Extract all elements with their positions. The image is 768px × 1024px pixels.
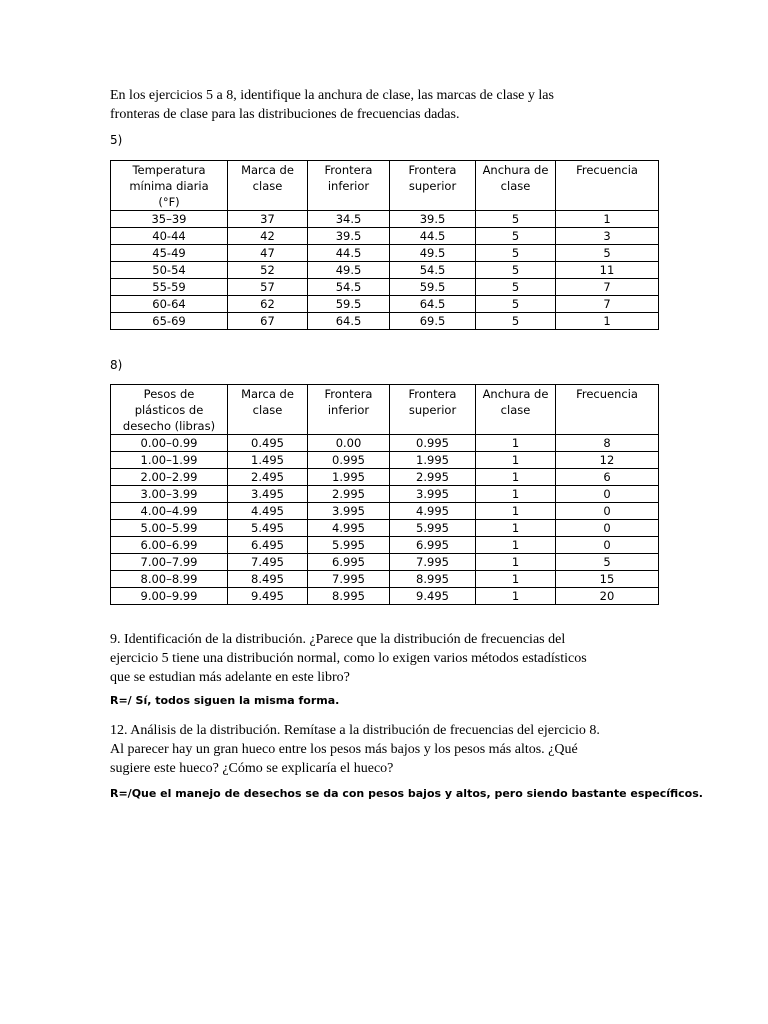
table-cell: 67 (228, 313, 308, 330)
table-cell: 8 (556, 435, 659, 452)
table-cell: 52 (228, 262, 308, 279)
table-cell: 55-59 (111, 279, 228, 296)
column-header-line: Frecuencia (576, 163, 638, 177)
table-cell: 1 (476, 452, 556, 469)
column-header-line: clase (500, 403, 531, 417)
table-row (111, 211, 659, 228)
table-header-row (111, 385, 659, 435)
column-header-line: clase (252, 403, 283, 417)
table-cell: 3.995 (390, 486, 476, 503)
table-cell: 4.995 (308, 520, 390, 537)
table-row (111, 228, 659, 245)
column-header (228, 161, 308, 211)
table-cell: 7 (556, 296, 659, 313)
table-cell: 40-44 (111, 228, 228, 245)
table-cell: 7 (556, 279, 659, 296)
table-cell: 5 (476, 211, 556, 228)
table-cell: 4.00–4.99 (111, 503, 228, 520)
table-cell: 0.495 (228, 435, 308, 452)
table-cell: 15 (556, 571, 659, 588)
table-cell: 47 (228, 245, 308, 262)
table-cell: 3.995 (308, 503, 390, 520)
column-header (476, 385, 556, 435)
table-cell: 0 (556, 503, 659, 520)
table-cell: 1 (476, 520, 556, 537)
column-header-line: (°F) (158, 195, 180, 209)
column-header (308, 161, 390, 211)
table-cell: 1 (476, 469, 556, 486)
question-9-line-3: que se estudian más adelante en este libro? (110, 670, 350, 685)
table-cell: 44.5 (390, 228, 476, 245)
table-cell: 3.495 (228, 486, 308, 503)
column-header-line: Anchura de (482, 387, 549, 401)
table-cell: 1 (556, 211, 659, 228)
table-cell: 0.995 (390, 435, 476, 452)
table-cell: 3.00–3.99 (111, 486, 228, 503)
table-cell: 54.5 (308, 279, 390, 296)
table-cell: 1 (476, 571, 556, 588)
column-header-line: superior (408, 403, 457, 417)
table-cell: 1.995 (390, 452, 476, 469)
column-header-line: Pesos de (143, 387, 195, 401)
column-header-line: inferior (327, 403, 370, 417)
table-cell: 0 (556, 537, 659, 554)
column-header-line: Marca de (241, 163, 294, 177)
table-cell: 7.995 (390, 554, 476, 571)
table-cell: 6.995 (390, 537, 476, 554)
column-header (228, 385, 308, 435)
table-cell: 2.995 (390, 469, 476, 486)
table-cell: 1.995 (308, 469, 390, 486)
table-cell: 5.00–5.99 (111, 520, 228, 537)
table-cell: 0.995 (308, 452, 390, 469)
table-cell: 45-49 (111, 245, 228, 262)
table-cell: 65-69 (111, 313, 228, 330)
table-cell: 3 (556, 228, 659, 245)
table-cell: 64.5 (308, 313, 390, 330)
table-cell: 4.995 (390, 503, 476, 520)
intro-line-1: En los ejercicios 5 a 8, identifique la anchura de clase, las marcas de clase y las (110, 88, 554, 103)
table-cell: 8.995 (308, 588, 390, 605)
table-row (111, 469, 659, 486)
table-cell: 35–39 (111, 211, 228, 228)
table-cell: 8.995 (390, 571, 476, 588)
column-header (390, 161, 476, 211)
question-9-line-2: ejercicio 5 tiene una distribución normal, como lo exigen varios métodos estadísticos (110, 651, 587, 666)
table-cell: 69.5 (390, 313, 476, 330)
column-header-line: plásticos de (134, 403, 204, 417)
table-row (111, 503, 659, 520)
table-row (111, 262, 659, 279)
table-row (111, 571, 659, 588)
table-cell: 6.495 (228, 537, 308, 554)
exercise-5-table (110, 160, 659, 330)
column-header-line: inferior (327, 179, 370, 193)
table-cell: 5 (476, 279, 556, 296)
question-9 (110, 630, 655, 687)
column-header-line: Frecuencia (576, 387, 638, 401)
table-cell: 54.5 (390, 262, 476, 279)
table-cell: 7.00–7.99 (111, 554, 228, 571)
column-header-line: Frontera (408, 163, 457, 177)
table-cell: 42 (228, 228, 308, 245)
table-row (111, 313, 659, 330)
table-row (111, 296, 659, 313)
table-row (111, 520, 659, 537)
intro-paragraph (110, 86, 655, 124)
table-cell: 5 (476, 228, 556, 245)
table-cell: 59.5 (390, 279, 476, 296)
column-header (111, 161, 228, 211)
table-row (111, 452, 659, 469)
column-header-line: clase (500, 179, 531, 193)
question-12-answer: R=/Que el manejo de desechos se da con pesos bajos y altos, pero siendo bastante específicos. (110, 787, 703, 800)
column-header-line: clase (252, 179, 283, 193)
table-cell: 0.00 (308, 435, 390, 452)
table-cell: 57 (228, 279, 308, 296)
question-12-line-2: Al parecer hay un gran hueco entre los pesos más bajos y los pesos más altos. ¿Qué (110, 742, 578, 757)
question-12-line-3: sugiere este hueco? ¿Cómo se explicaría el hueco? (110, 761, 394, 776)
table-cell: 37 (228, 211, 308, 228)
table-cell: 34.5 (308, 211, 390, 228)
column-header-line: Frontera (324, 387, 373, 401)
column-header (308, 385, 390, 435)
table-cell: 2.495 (228, 469, 308, 486)
table-cell: 49.5 (390, 245, 476, 262)
table-cell: 50-54 (111, 262, 228, 279)
table-cell: 62 (228, 296, 308, 313)
table-cell: 5 (476, 296, 556, 313)
column-header-line: Frontera (408, 387, 457, 401)
table-cell: 6.00–6.99 (111, 537, 228, 554)
table-cell: 9.00–9.99 (111, 588, 228, 605)
table-cell: 1 (476, 588, 556, 605)
table-row (111, 588, 659, 605)
column-header-line: Anchura de (482, 163, 549, 177)
column-header-line: superior (408, 179, 457, 193)
table-cell: 39.5 (390, 211, 476, 228)
table-cell: 59.5 (308, 296, 390, 313)
exercise-8-table (110, 384, 659, 605)
table-cell: 1.495 (228, 452, 308, 469)
table-cell: 2.00–2.99 (111, 469, 228, 486)
exercise-8-label: 8) (110, 358, 123, 372)
table-cell: 9.495 (390, 588, 476, 605)
table-cell: 5 (556, 245, 659, 262)
table-row (111, 554, 659, 571)
column-header (556, 161, 659, 211)
table-row (111, 279, 659, 296)
column-header-line: mínima diaria (129, 179, 209, 193)
table-cell: 5 (476, 262, 556, 279)
table-cell: 6.995 (308, 554, 390, 571)
table-header-row (111, 161, 659, 211)
table-cell: 5.495 (228, 520, 308, 537)
table-row (111, 486, 659, 503)
question-9-line-1: 9. Identificación de la distribución. ¿Parece que la distribución de frecuencias del (110, 632, 566, 647)
intro-line-2: fronteras de clase para las distribuciones de frecuencias dadas. (110, 107, 460, 122)
table-cell: 60-64 (111, 296, 228, 313)
table-cell: 0 (556, 520, 659, 537)
table-cell: 0 (556, 486, 659, 503)
table-cell: 1 (556, 313, 659, 330)
column-header-line: Marca de (241, 387, 294, 401)
table-cell: 1 (476, 537, 556, 554)
table-cell: 44.5 (308, 245, 390, 262)
table-cell: 9.495 (228, 588, 308, 605)
table-cell: 0.00–0.99 (111, 435, 228, 452)
table-cell: 8.495 (228, 571, 308, 588)
question-9-answer: R=/ Sí, todos siguen la misma forma. (110, 694, 340, 707)
column-header (111, 385, 228, 435)
table-cell: 4.495 (228, 503, 308, 520)
table-cell: 1.00–1.99 (111, 452, 228, 469)
column-header-line: Temperatura (132, 163, 206, 177)
column-header-line: Frontera (324, 163, 373, 177)
question-12 (110, 721, 655, 778)
column-header (556, 385, 659, 435)
exercise-5-label: 5) (110, 133, 123, 147)
table-row (111, 435, 659, 452)
table-row (111, 537, 659, 554)
column-header (390, 385, 476, 435)
table-cell: 5 (476, 245, 556, 262)
table-cell: 12 (556, 452, 659, 469)
table-cell: 8.00–8.99 (111, 571, 228, 588)
table-cell: 11 (556, 262, 659, 279)
table-cell: 6 (556, 469, 659, 486)
table-cell: 1 (476, 503, 556, 520)
table-cell: 20 (556, 588, 659, 605)
table-cell: 7.995 (308, 571, 390, 588)
table-cell: 49.5 (308, 262, 390, 279)
table-cell: 1 (476, 435, 556, 452)
column-header-line: desecho (libras) (122, 419, 216, 433)
question-12-line-1: 12. Análisis de la distribución. Remítase a la distribución de frecuencias del ejercicio 8. (110, 723, 600, 738)
table-cell: 2.995 (308, 486, 390, 503)
table-cell: 1 (476, 486, 556, 503)
table-cell: 5 (556, 554, 659, 571)
table-cell: 39.5 (308, 228, 390, 245)
table-cell: 5 (476, 313, 556, 330)
column-header (476, 161, 556, 211)
table-cell: 5.995 (308, 537, 390, 554)
table-cell: 64.5 (390, 296, 476, 313)
table-cell: 1 (476, 554, 556, 571)
table-row (111, 245, 659, 262)
table-cell: 7.495 (228, 554, 308, 571)
table-cell: 5.995 (390, 520, 476, 537)
